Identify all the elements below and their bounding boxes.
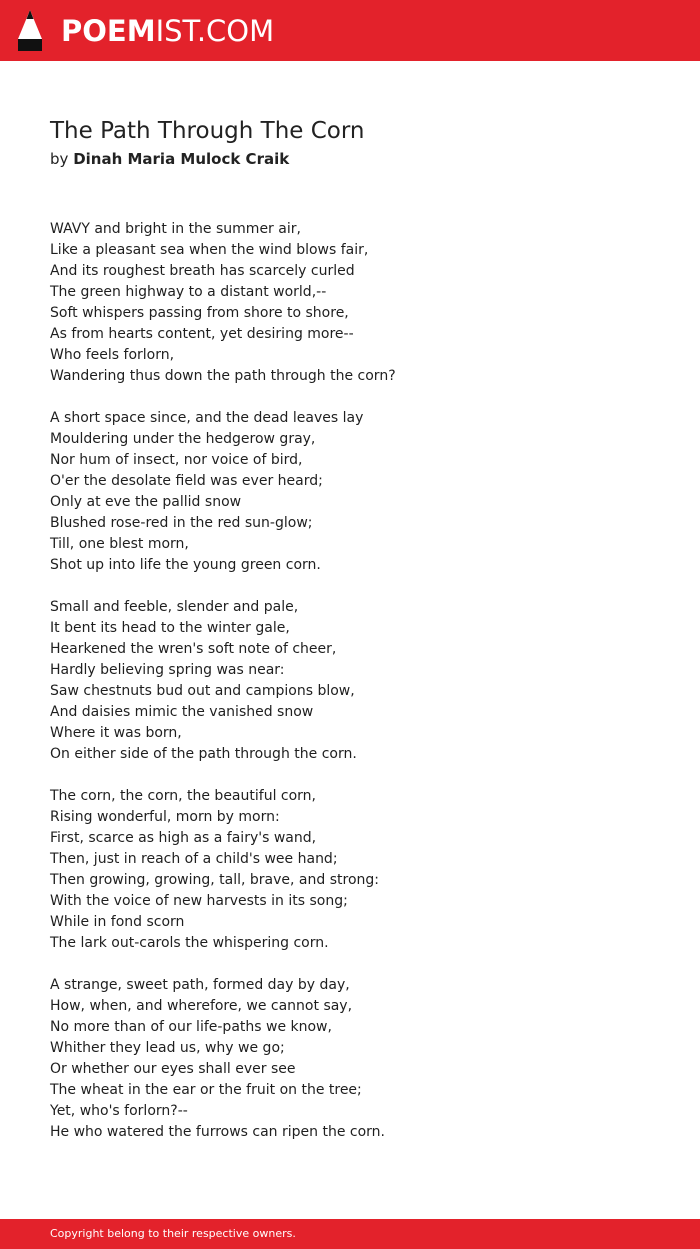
logo-bold-text: POEM [61, 14, 156, 48]
poem-line: Only at eve the pallid snow [50, 494, 242, 510]
poem-line: As from hearts content, yet desiring more-- [50, 326, 354, 342]
poem-line: On either side of the path through the corn. [50, 746, 357, 762]
poem-line: The lark out-carols the whispering corn. [50, 935, 329, 951]
poem-line: O'er the desolate field was ever heard; [50, 473, 323, 489]
poem-line: Like a pleasant sea when the wind blows fair, [50, 242, 369, 258]
poem-stanza [50, 975, 650, 1143]
poem-line: The wheat in the ear or the fruit on the tree; [50, 1082, 362, 1098]
by-label: by [50, 150, 69, 168]
poem-line: Mouldering under the hedgerow gray, [50, 431, 316, 447]
poem-line: Rising wonderful, morn by morn: [50, 809, 280, 825]
poem-author: Dinah Maria Mulock Craik [73, 150, 290, 168]
poem-line: And daisies mimic the vanished snow [50, 704, 314, 720]
poem-line: While in fond scorn [50, 914, 185, 930]
poem-line: Hearkened the wren's soft note of cheer, [50, 641, 337, 657]
poem-line: How, when, and wherefore, we cannot say, [50, 998, 353, 1014]
poem-byline [50, 148, 289, 170]
poem-line: Small and feeble, slender and pale, [50, 599, 299, 615]
poem-line: Saw chestnuts bud out and campions blow, [50, 683, 355, 699]
poem-line: The corn, the corn, the beautiful corn, [50, 788, 316, 804]
poem-line: Where it was born, [50, 725, 182, 741]
poem-line: A strange, sweet path, formed day by day, [50, 977, 350, 993]
poem-line: Who feels forlorn, [50, 347, 175, 363]
poem-line: It bent its head to the winter gale, [50, 620, 290, 636]
poem-stanza [50, 219, 650, 387]
poem-stanza [50, 786, 650, 954]
poem-line: With the voice of new harvests in its song; [50, 893, 348, 909]
poem-line: Blushed rose-red in the red sun-glow; [50, 515, 313, 531]
poem-line: A short space since, and the dead leaves lay [50, 410, 364, 426]
poem-title: The Path Through The Corn [50, 118, 365, 144]
poem-line: Then, just in reach of a child's wee hand; [50, 851, 338, 867]
site-footer [0, 1219, 700, 1249]
site-header [0, 0, 700, 61]
poem-line: The green highway to a distant world,-- [50, 284, 327, 300]
poem-line: Soft whispers passing from shore to shore, [50, 305, 349, 321]
poem-line: Whither they lead us, why we go; [50, 1040, 285, 1056]
poem-line: Then growing, growing, tall, brave, and strong: [50, 872, 379, 888]
poem-line: First, scarce as high as a fairy's wand, [50, 830, 317, 846]
poem-line: Wandering thus down the path through the corn? [50, 368, 396, 384]
poem-line: Nor hum of insect, nor voice of bird, [50, 452, 303, 468]
poem-stanza [50, 408, 650, 576]
site-logo[interactable] [61, 11, 274, 51]
poem-line: And its roughest breath has scarcely curled [50, 263, 355, 279]
poem-line: He who watered the furrows can ripen the corn. [50, 1124, 385, 1140]
poem-line: WAVY and bright in the summer air, [50, 221, 301, 237]
poem-line: Hardly believing spring was near: [50, 662, 285, 678]
logo-light-text: IST.COM [155, 14, 275, 48]
poem-line: No more than of our life-paths we know, [50, 1019, 332, 1035]
poem-line: Or whether our eyes shall ever see [50, 1061, 296, 1077]
poem-line: Till, one blest morn, [50, 536, 189, 552]
poem-stanza [50, 597, 650, 765]
poem-line: Yet, who's forlorn?-- [50, 1103, 188, 1119]
poem-line: Shot up into life the young green corn. [50, 557, 321, 573]
poem-body [50, 219, 650, 1164]
copyright-text: Copyright belong to their respective owners. [50, 1227, 296, 1240]
pencil-tip-icon [16, 9, 44, 52]
